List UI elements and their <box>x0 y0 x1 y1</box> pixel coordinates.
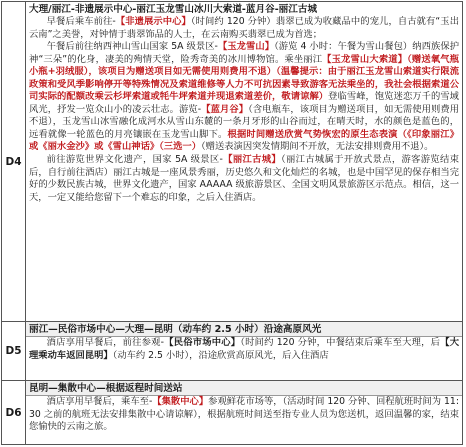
itinerary-table <box>1 1 463 445</box>
day-title: 昆明—集散中心—根据返程时间送站 <box>26 381 462 396</box>
body-text: （丽江古城属于开放式景点，游客游览结束后，自行前往酒店）丽江古城是一座风景秀丽，历史悠久和文化灿烂的名城，也是中国罕见的保存相当完好的少数民族古城，世界文化遗产，国家 AAAAA 级旅游景区、全国文明风景旅游区示范点。相信，这一天，一定又能给您留下一个难忘的印象，之后入住酒店。 <box>29 154 459 203</box>
body-text: （动车约 2.5 小时），沿途欣赏高原风光，后入住酒店 <box>112 349 329 361</box>
day-content-cell <box>26 322 463 381</box>
day-paragraph <box>29 16 459 41</box>
bold-text: 【大理乘动车返回昆明】 <box>29 337 459 361</box>
body-text: 登临雪峰，饱览迷恋万千的雪域风光，抒发一览众山小的凌云壮志。游览- <box>29 91 459 115</box>
itinerary-row-d4 <box>2 2 463 322</box>
day-content-cell <box>26 381 463 445</box>
itinerary-row-d6 <box>2 381 463 445</box>
day-paragraph <box>29 154 459 204</box>
day-label: D6 <box>2 381 26 445</box>
day-label: D5 <box>2 322 26 381</box>
day-title: 丽江—民俗市场中心—大理—昆明（动车约 2.5 小时）沿途高原风光 <box>26 322 462 337</box>
body-text: （时间约 120 分钟，中餐结束后乘车至大理，后 <box>240 337 441 348</box>
highlight-text: 【集散中心】 <box>152 396 209 407</box>
body-text: （时间约 120 分钟）翡翠已成为收藏品中的宠儿，自古就有“玉出云南”之美誉，对钟情于翡翠饰品的人士，在云南购买翡翠已成为首选； <box>29 16 459 40</box>
highlight-text: 【玉龙雪山大索道】（赠送氧气瓶小瓶+羽绒服） <box>29 53 459 78</box>
day-label: D4 <box>2 2 26 322</box>
day-body <box>26 337 462 363</box>
day-content-cell <box>26 2 463 322</box>
body-text: （含电瓶车，该项目为赠送项目，如无需使用则费用不退），玉龙雪山冰雪融化成河水从雪山东麓的一条月牙形的山谷而过，在晴天时，水的颜色是蓝色的，远看就像一轮蓝色的月亮镶嵌在玉龙雪山脚下。 <box>29 103 459 140</box>
day-paragraph <box>29 41 459 154</box>
day-paragraph <box>29 337 459 362</box>
body-text: （赠送表演因突发情期间不开放，无法安排则费用不退）。 <box>201 141 434 153</box>
highlight-text: 【丽江古城】 <box>222 154 282 166</box>
itinerary-row-d5 <box>2 322 463 381</box>
highlight-text: 根据时间赠送欣赏气势恢宏的原生态表演（《印象丽江》或《丽水金沙》或《雪山神话》（三选一） <box>29 128 459 153</box>
body-text: 酒店享用早餐后，前往参观- <box>46 337 165 348</box>
highlight-text: 【玉龙雪山】 <box>217 41 275 53</box>
body-text: 参观鲜花市场等，（活动时间 120 分钟、回程航班时间为 11:30 之前的航班无法安排集散中心请谅解），根据航班时间送至指专业人员为您送机，返回温馨的家，结束您愉快的云南之旅。 <box>29 396 459 433</box>
highlight-text: 【非遗展示中心】 <box>115 16 191 27</box>
body-text: 前往游览世界文化遗产，国家 5A 级景区- <box>46 154 223 166</box>
bold-text: 【民俗市场中心】 <box>164 337 241 348</box>
day-body <box>26 396 462 435</box>
body-text: 午餐后前往纳西神山雪山国家 5A 级景区- <box>46 41 218 53</box>
highlight-text: 【蓝月谷】 <box>201 103 249 115</box>
day-paragraph <box>29 396 459 434</box>
highlight-text: ，该项目为赠送项目如无需使用则费用不退）（温馨提示：由于丽江玉龙雪山索道实行限流政策和受风季影响停开等特殊情况及索道维修等人力不可抗因素导致游客无法乘坐的，我社会根据索道公司实际的配额改乘云杉坪索道或牦牛坪索道并现退索道差价，敬请谅解） <box>29 66 460 103</box>
body-text: （游览 4 小时：午餐为雪山餐包）纳西族保护神“三朵”的化身，凄美的殉情天堂，险秀奇美的冰川博物馆。乘坐丽江 <box>29 41 459 65</box>
day-body <box>26 16 462 205</box>
day-title: 大理/丽江-非遗展示中心-丽江玉龙雪山冰川大索道-蓝月谷-丽江古城 <box>29 4 318 15</box>
body-text: 早餐后乘车前往- <box>46 16 116 27</box>
body-text: 酒店享用早餐后，乘车至- <box>46 396 153 407</box>
